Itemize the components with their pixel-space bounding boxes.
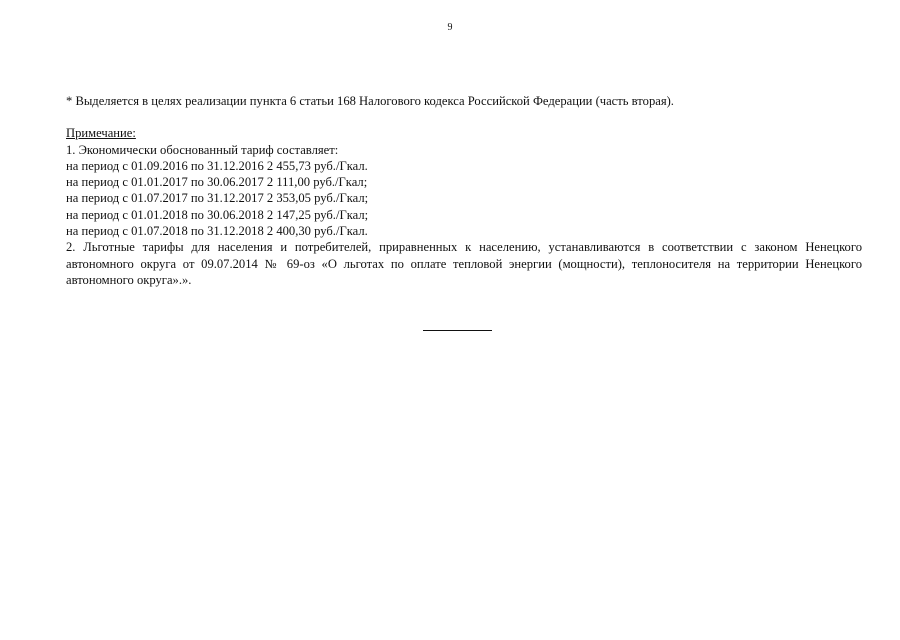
tariff-period-line: на период с 01.07.2017 по 31.12.2017 2 353,05 руб./Гкал;: [66, 191, 369, 206]
end-of-document-rule: [423, 330, 492, 331]
document-body: [66, 93, 862, 288]
tariff-period-line: на период с 01.01.2017 по 30.06.2017 2 111,00 руб./Гкал;: [66, 175, 368, 190]
footnote: * Выделяется в целях реализации пункта 6 статьи 168 Налогового кодекса Российской Федерации (часть вторая).: [66, 94, 674, 108]
page-number: 9: [447, 22, 453, 33]
preferential-tariff-note: 2. Льготные тарифы для населения и потребителей, приравненных к населению, устанавливаются в соответствии с законом Ненецкого автономного округа от 09.07.2014 № 69-оз «О льготах по оплате тепловой энергии (мощности), теплоносителя на территории Ненецкого автономного округа».».: [66, 240, 862, 287]
tariff-intro: 1. Экономически обоснованный тариф составляет:: [66, 142, 339, 157]
note-heading: Примечание:: [66, 126, 136, 141]
tariff-period-line: на период с 01.07.2018 по 31.12.2018 2 400,30 руб./Гкал.: [66, 224, 368, 239]
tariff-period-line: на период с 01.01.2018 по 30.06.2018 2 147,25 руб./Гкал;: [66, 207, 369, 222]
tariff-period-line: на период с 01.09.2016 по 31.12.2016 2 455,73 руб./Гкал.: [66, 158, 368, 173]
note-section: [66, 125, 862, 288]
